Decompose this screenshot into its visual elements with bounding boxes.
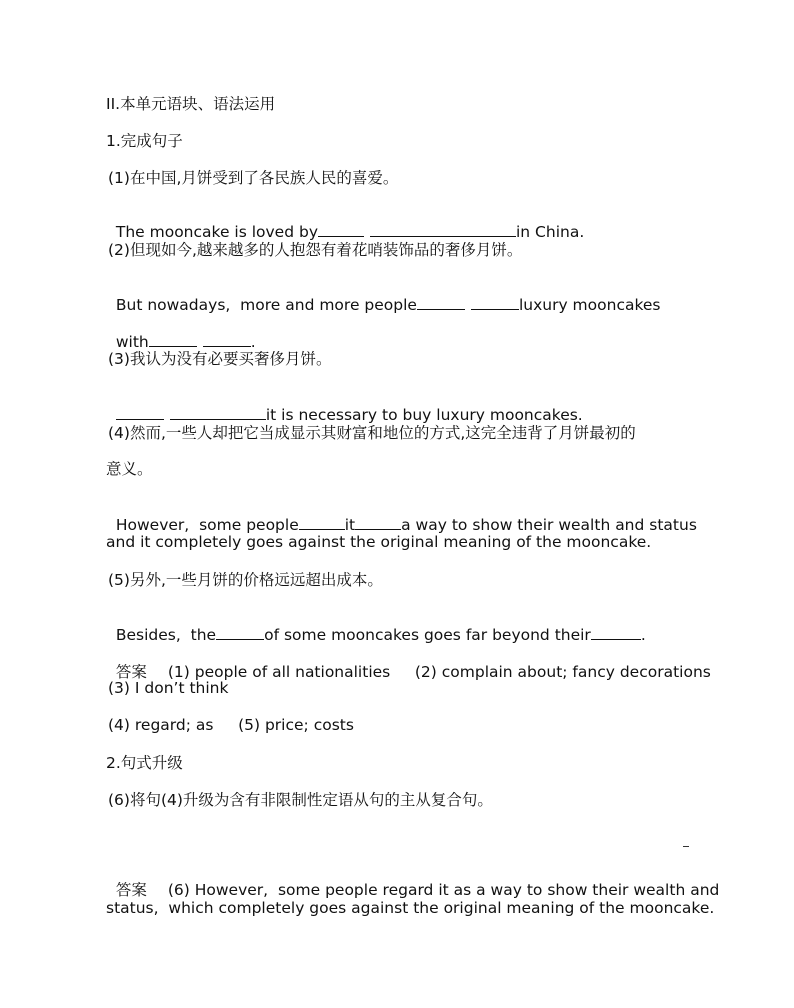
q4-english-line1 bbox=[106, 495, 697, 535]
q6-chinese: (6)将句(4)升级为含有非限制性定语从句的主从复合句。 bbox=[108, 791, 493, 809]
q4-text-c: a way to show their wealth and status bbox=[401, 516, 697, 534]
answer-blank[interactable] bbox=[471, 295, 519, 310]
part2-title: 2.句式升级 bbox=[106, 754, 183, 772]
q1-text-b: in China. bbox=[516, 223, 585, 241]
q5-text-b: of some mooncakes goes far beyond their bbox=[264, 626, 591, 644]
answer-text: (6) However, some people regard it as a way to show their wealth and bbox=[167, 881, 720, 899]
q2-text-c: with bbox=[115, 333, 149, 351]
q1-english bbox=[106, 202, 584, 242]
stray-dash-mark bbox=[683, 846, 689, 847]
q3-chinese: (3)我认为没有必要买奢侈月饼。 bbox=[108, 350, 332, 368]
q2-text-d: . bbox=[250, 333, 256, 351]
q2-chinese: (2)但现如今,越来越多的人抱怨有着花哨装饰品的奢侈月饼。 bbox=[108, 241, 523, 259]
q4-text-a: However, some people bbox=[115, 516, 299, 534]
answer-blank[interactable] bbox=[318, 222, 364, 237]
q1-chinese: (1)在中国,月饼受到了各民族人民的喜爱。 bbox=[108, 169, 399, 187]
q5-text-a: Besides, the bbox=[115, 626, 217, 644]
q4-chinese-line1: (4)然而,一些人却把它当成显示其财富和地位的方式,这完全违背了月饼最初的 bbox=[108, 424, 636, 442]
q4-text-b: it bbox=[344, 516, 356, 534]
answer-blank[interactable] bbox=[355, 515, 401, 530]
q3-english bbox=[106, 385, 583, 425]
answer-block-1-line2: (3) I don’t think bbox=[108, 679, 229, 697]
answer-blank[interactable] bbox=[203, 332, 251, 347]
answer-blank[interactable] bbox=[170, 405, 266, 420]
answer-blank[interactable] bbox=[216, 625, 264, 640]
q4-chinese-line2: 意义。 bbox=[106, 460, 153, 478]
answer-blank[interactable] bbox=[149, 332, 197, 347]
q3-text: it is necessary to buy luxury mooncakes. bbox=[265, 406, 583, 424]
answer-block-2-line1 bbox=[106, 860, 719, 900]
q4-english-line2: and it completely goes against the original meaning of the mooncake. bbox=[106, 533, 652, 551]
answer-text: (1) people of all nationalities (2) complain about; fancy decorations bbox=[167, 663, 711, 681]
answer-block-2-line2: status, which completely goes against the original meaning of the mooncake. bbox=[106, 899, 715, 917]
answer-blank[interactable] bbox=[299, 515, 345, 530]
q1-text-a: The mooncake is loved by bbox=[115, 223, 318, 241]
q2-text-b: luxury mooncakes bbox=[518, 296, 661, 314]
answer-blank[interactable] bbox=[417, 295, 465, 310]
answer-block-1-line1 bbox=[106, 642, 711, 682]
q2-english-line1 bbox=[106, 275, 661, 315]
q5-chinese: (5)另外,一些月饼的价格远远超出成本。 bbox=[108, 571, 383, 589]
q2-english-line2 bbox=[106, 312, 256, 352]
answer-blank[interactable] bbox=[370, 222, 516, 237]
answer-blank[interactable] bbox=[591, 625, 641, 640]
part1-title: 1.完成句子 bbox=[106, 132, 183, 150]
q2-text-a: But nowadays, more and more people bbox=[115, 296, 417, 314]
q5-text-c: . bbox=[640, 626, 646, 644]
answer-block-1-line3: (4) regard; as (5) price; costs bbox=[108, 716, 354, 734]
answer-blank[interactable] bbox=[116, 405, 164, 420]
section-title: II.本单元语块、语法运用 bbox=[106, 95, 276, 113]
answer-label: 答案 bbox=[115, 663, 147, 681]
answer-label: 答案 bbox=[115, 881, 147, 899]
q5-english bbox=[106, 605, 646, 645]
